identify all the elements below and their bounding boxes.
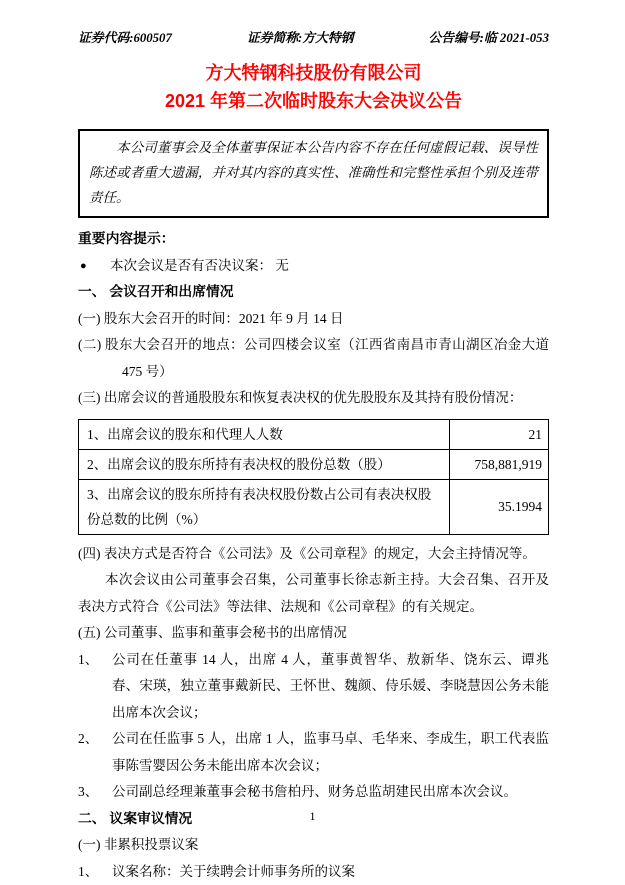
bullet-icon: ● [78,253,110,280]
section2-heading: 二、 议案审议情况 [78,806,549,833]
row-label: 1、出席会议的股东和代理人人数 [79,419,450,449]
row-value: 21 [450,419,549,449]
title-line-1: 方大特钢科技股份有限公司 [78,59,549,87]
list-text: 公司副总经理兼董事会秘书詹柏丹、财务总监胡建民出席本次会议。 [112,779,549,806]
voting-method-item: (四) 表决方式是否符合《公司法》及《公司章程》的规定，大会主持情况等。 [78,541,549,568]
announcement-number: 公告编号:临 2021-053 [428,27,549,46]
attendance-table [78,419,549,535]
row-value: 35.1994 [450,479,549,534]
page-number: 1 [0,809,625,824]
list-number: 1、 [78,859,112,885]
row-label: 3、出席会议的股东所持有表决权股份数占公司有表决权股份总数的比例（%） [79,479,450,534]
list-item-secretary [78,779,549,806]
table-row [79,479,549,534]
notice-heading: 重要内容提示： [78,226,549,253]
doc-header [78,27,549,46]
list-number: 2、 [78,726,112,779]
list-number: 1、 [78,647,112,727]
disclaimer-box: 本公司董事会及全体董事保证本公告内容不存在任何虚假记载、误导性陈述或者重大遗漏，并对其内容的真实性、准确性和完整性承担个别及连带责任。 [78,129,549,218]
row-value: 758,881,919 [450,449,549,479]
list-text: 议案名称：关于续聘会计师事务所的议案 [112,859,549,885]
list-text: 公司在任监事 5 人，出席 1 人，监事马卓、毛华来、李成生，职工代表监事陈雪婴因公务未能出席本次会议； [112,726,549,779]
attendance-intro-item: (三) 出席会议的普通股股东和恢复表决权的优先股股东及其持有股份情况： [78,385,549,412]
non-cumulative-item: (一) 非累积投票议案 [78,832,549,859]
voting-paragraph: 本次会议由公司董事会召集，公司董事长徐志新主持。大会召集、召开及表决方式符合《公司法》等法律、法规和《公司章程》的有关规定。 [78,567,549,620]
table-row [79,449,549,479]
table-row [79,419,549,449]
row-label: 2、出席会议的股东所持有表决权的股份总数（股） [79,449,450,479]
officers-attendance-item: (五) 公司董事、监事和董事会秘书的出席情况 [78,620,549,647]
stock-name: 证券简称:方大特钢 [247,27,354,46]
meeting-time-item: (一) 股东大会召开的时间：2021 年 9 月 14 日 [78,306,549,333]
notice-bullet-line [78,253,549,280]
document-title [78,59,549,115]
list-item-proposal [78,859,549,885]
document-body [78,226,549,885]
list-item-supervisors [78,726,549,779]
meeting-place-item: (二) 股东大会召开的地点：公司四楼会议室（江西省南昌市青山湖区冶金大道 475 号） [78,332,549,385]
section1-heading: 一、 会议召开和出席情况 [78,279,549,306]
title-line-2: 2021 年第二次临时股东大会决议公告 [78,87,549,115]
list-text: 公司在任董事 14 人，出席 4 人，董事黄智华、敖新华、饶东云、谭兆春、宋瑛，独立董事戴新民、王怀世、魏颜、侍乐媛、李晓慧因公务未能出席本次会议； [112,647,549,727]
notice-text: 本次会议是否有否决议案： 无 [110,253,549,280]
list-item-directors [78,647,549,727]
stock-code: 证券代码:600507 [78,27,172,46]
list-number: 3、 [78,779,112,806]
